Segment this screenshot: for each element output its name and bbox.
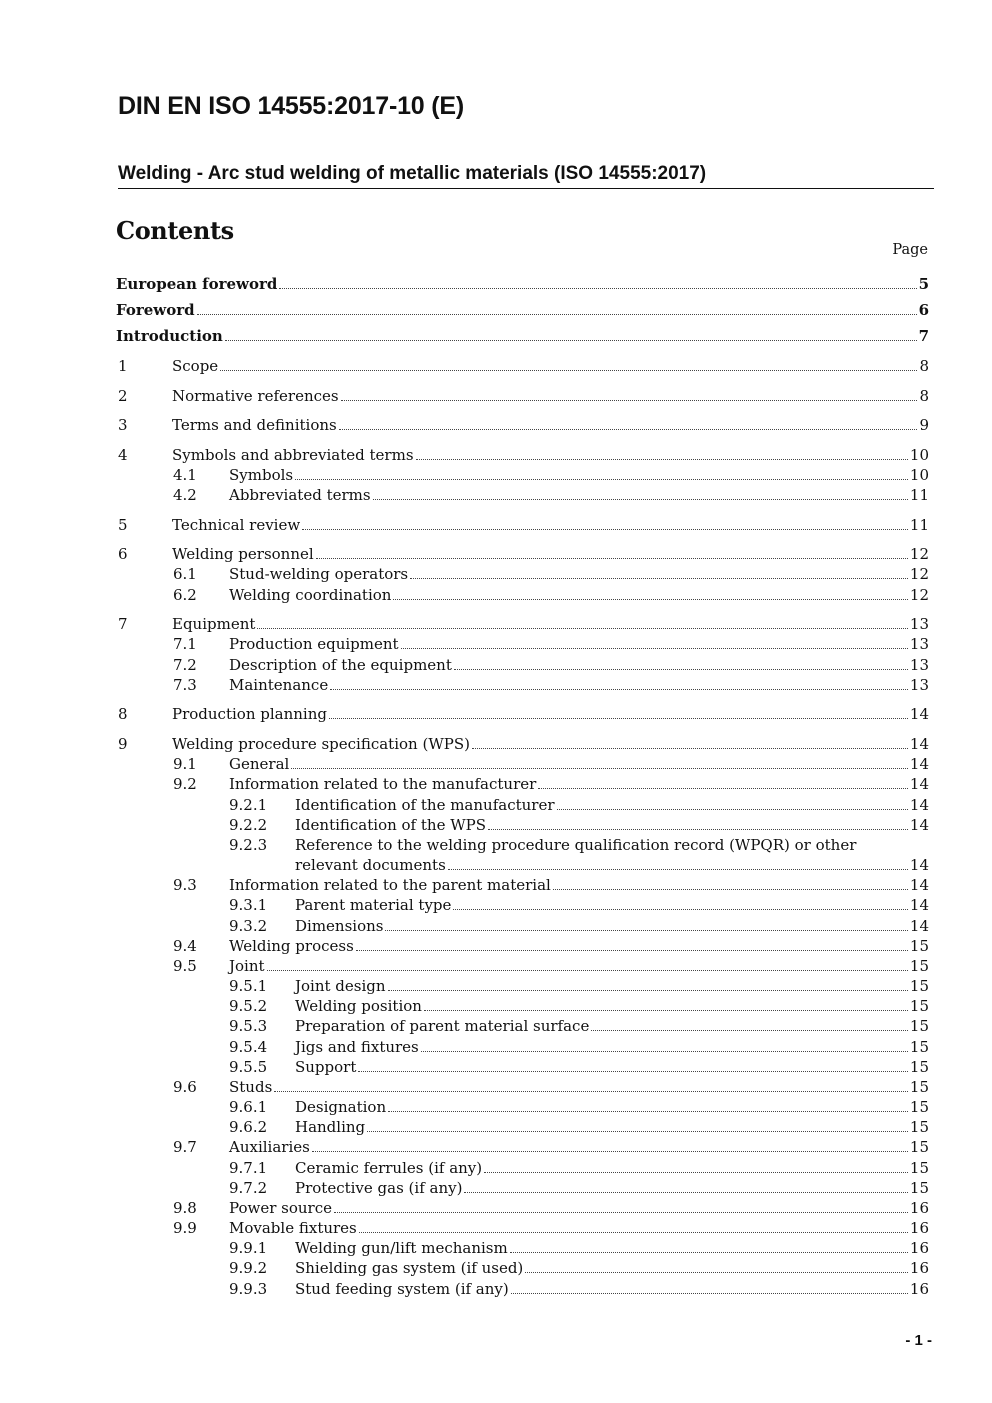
toc-entry[interactable]: [0, 274, 992, 294]
toc-dot-leader: [385, 930, 907, 931]
toc-entry-number: 9.3: [173, 876, 197, 894]
toc-entry-title: Shielding gas system (if used): [295, 1259, 524, 1277]
toc-entry[interactable]: [0, 1077, 992, 1097]
toc-dot-leader: [591, 1030, 908, 1031]
toc-entry-number: 6.1: [173, 565, 197, 583]
toc-dot-leader: [356, 950, 908, 951]
toc-entry[interactable]: [0, 895, 992, 915]
toc-entry[interactable]: [0, 614, 992, 634]
toc-entry-number: 9.3.2: [229, 917, 268, 935]
toc-entry-number: 9.3.1: [229, 896, 268, 914]
toc-dot-leader: [197, 314, 917, 315]
toc-entry-number: 9.7.2: [229, 1179, 268, 1197]
toc-entry-number: 9.7: [173, 1138, 197, 1156]
toc-entry-title: Power source: [229, 1199, 333, 1217]
toc-dot-leader: [367, 1131, 908, 1132]
toc-entry-page: 10: [909, 446, 929, 464]
toc-dot-leader: [330, 689, 908, 690]
toc-entry-page: 14: [909, 755, 929, 773]
toc-dot-leader: [279, 288, 916, 289]
toc-entry-page: 13: [909, 676, 929, 694]
toc-entry-title: Symbols and abbreviated terms: [172, 446, 414, 464]
toc-entry[interactable]: [0, 386, 992, 406]
toc-entry[interactable]: [0, 356, 992, 376]
toc-entry-title: Designation: [295, 1098, 387, 1116]
toc-entry-number: 6.2: [173, 586, 197, 604]
toc-entry[interactable]: [0, 655, 992, 675]
toc-entry-page: 15: [909, 1017, 929, 1035]
toc-entry-title: Ceramic ferrules (if any): [295, 1159, 483, 1177]
toc-entry-title: Joint design: [295, 977, 386, 995]
toc-entry-page: 15: [909, 937, 929, 955]
toc-entry[interactable]: [0, 936, 992, 956]
toc-entry-number: 2: [118, 387, 128, 405]
toc-entry[interactable]: [0, 835, 992, 855]
toc-entry-page: 13: [909, 615, 929, 633]
toc-entry-number: 3: [118, 416, 128, 434]
toc-dot-leader: [484, 1172, 908, 1173]
toc-entry-page: 10: [909, 466, 929, 484]
toc-entry-page: 15: [909, 957, 929, 975]
toc-dot-leader: [274, 1091, 908, 1092]
toc-entry-number: 9.2.2: [229, 816, 268, 834]
toc-entry-number: 9.2.3: [229, 836, 268, 854]
toc-entry-title: Introduction: [116, 327, 223, 345]
toc-entry[interactable]: [0, 1258, 992, 1278]
toc-entry-number: 9.7.1: [229, 1159, 268, 1177]
toc-entry-title: Welding gun/lift mechanism: [295, 1239, 508, 1257]
toc-entry-title: Protective gas (if any): [295, 1179, 463, 1197]
toc-entry-page: 12: [909, 586, 929, 604]
toc-entry[interactable]: [0, 1238, 992, 1258]
toc-dot-leader: [291, 768, 908, 769]
toc-entry-number: 9.6: [173, 1078, 197, 1096]
toc-entry-number: 4.2: [173, 486, 197, 504]
toc-entry[interactable]: [0, 956, 992, 976]
toc-entry-title: Scope: [172, 357, 219, 375]
toc-entry-title: Symbols: [229, 466, 294, 484]
toc-entry-number: 9.1: [173, 755, 197, 773]
toc-entry-page: 14: [909, 796, 929, 814]
toc-entry-page: 14: [909, 896, 929, 914]
toc-entry-page: 15: [909, 1078, 929, 1096]
toc-entry[interactable]: [0, 1097, 992, 1117]
toc-entry-page: 15: [909, 1118, 929, 1136]
toc-entry-page: 14: [909, 856, 929, 874]
toc-entry-page: 12: [909, 545, 929, 563]
toc-entry[interactable]: [0, 634, 992, 654]
toc-entry-page: 11: [909, 516, 929, 534]
toc-entry[interactable]: [0, 1178, 992, 1198]
toc-entry-title: Movable fixtures: [229, 1219, 357, 1237]
toc-dot-leader: [553, 889, 908, 890]
toc-entry-number: 9.9: [173, 1219, 197, 1237]
toc-entry-page: 13: [909, 656, 929, 674]
toc-entry-number: 9.9.1: [229, 1239, 268, 1257]
toc-entry-page: 15: [909, 1058, 929, 1076]
toc-entry-title: Maintenance: [229, 676, 329, 694]
toc-dot-leader: [339, 429, 918, 430]
toc-dot-leader: [488, 829, 908, 830]
toc-entry-number: 9.5.1: [229, 977, 268, 995]
toc-entry-number: 9.5: [173, 957, 197, 975]
toc-entry-number: 8: [118, 705, 128, 723]
toc-entry-page: 12: [909, 565, 929, 583]
toc-dot-leader: [373, 499, 908, 500]
toc-entry-page: 8: [919, 387, 929, 405]
toc-dot-leader: [220, 370, 917, 371]
toc-entry[interactable]: [0, 875, 992, 895]
standard-identifier: DIN EN ISO 14555:2017-10 (E): [118, 92, 464, 120]
toc-entry-page: 15: [909, 1038, 929, 1056]
toc-entry[interactable]: [0, 734, 992, 754]
toc-entry[interactable]: [0, 1037, 992, 1057]
toc-dot-leader: [538, 788, 908, 789]
toc-entry-number: 9.2.1: [229, 796, 268, 814]
toc-entry-page: 15: [909, 1179, 929, 1197]
toc-entry[interactable]: [0, 300, 992, 320]
toc-dot-leader: [448, 869, 908, 870]
toc-entry-number: 9.6.2: [229, 1118, 268, 1136]
toc-entry[interactable]: [0, 1117, 992, 1137]
toc-dot-leader: [267, 970, 908, 971]
toc-entry[interactable]: [0, 1016, 992, 1036]
toc-entry-title: Information related to the parent material: [229, 876, 551, 894]
toc-entry-continuation[interactable]: [0, 855, 992, 875]
toc-entry-page: 5: [918, 275, 929, 293]
toc-entry-number: 5: [118, 516, 128, 534]
toc-entry[interactable]: [0, 815, 992, 835]
toc-entry[interactable]: [0, 916, 992, 936]
toc-entry[interactable]: [0, 1198, 992, 1218]
toc-entry-page: 15: [909, 977, 929, 995]
toc-dot-leader: [410, 578, 908, 579]
toc-dot-leader: [388, 990, 908, 991]
document-subtitle: Welding - Arc stud welding of metallic materials (ISO 14555:2017): [118, 163, 934, 189]
toc-entry-title: Auxiliaries: [229, 1138, 310, 1156]
toc-entry-title: Welding procedure specification (WPS): [172, 735, 470, 753]
toc-entry-title: Preparation of parent material surface: [295, 1017, 590, 1035]
toc-entry-title: Terms and definitions: [172, 416, 337, 434]
toc-dot-leader: [393, 599, 907, 600]
toc-entry-number: 9.4: [173, 937, 197, 955]
toc-entry-title: Welding personnel: [172, 545, 314, 563]
toc-dot-leader: [341, 400, 918, 401]
toc-dot-leader: [424, 1010, 908, 1011]
toc-entry-title: Dimensions: [295, 917, 384, 935]
toc-dot-leader: [295, 479, 908, 480]
toc-dot-leader: [416, 459, 908, 460]
toc-entry[interactable]: [0, 415, 992, 435]
toc-entry-page: 14: [909, 816, 929, 834]
toc-dot-leader: [453, 909, 908, 910]
toc-entry-title: Support: [295, 1058, 357, 1076]
toc-entry-page: 15: [909, 997, 929, 1015]
toc-entry-number: 4.1: [173, 466, 197, 484]
toc-dot-leader: [421, 1051, 908, 1052]
toc-entry-number: 4: [118, 446, 128, 464]
toc-entry-page: 7: [918, 327, 929, 345]
toc-dot-leader: [302, 529, 908, 530]
toc-entry[interactable]: [0, 1218, 992, 1238]
toc-dot-leader: [316, 558, 908, 559]
toc-dot-leader: [464, 1192, 907, 1193]
toc-entry-title: Parent material type: [295, 896, 452, 914]
toc-entry-number: 9.5.3: [229, 1017, 268, 1035]
toc-entry[interactable]: [0, 704, 992, 724]
toc-entry-number: 6: [118, 545, 128, 563]
toc-dot-leader: [388, 1111, 908, 1112]
toc-entry-title: European foreword: [116, 275, 278, 293]
toc-entry-title: Technical review: [172, 516, 301, 534]
toc-entry[interactable]: [0, 1057, 992, 1077]
toc-entry-title: Stud-welding operators: [229, 565, 409, 583]
toc-dot-leader: [454, 669, 908, 670]
toc-entry-page: 11: [909, 486, 929, 504]
toc-entry[interactable]: [0, 1137, 992, 1157]
toc-entry-title: General: [229, 755, 290, 773]
toc-dot-leader: [257, 628, 908, 629]
toc-entry-title: Abbreviated terms: [229, 486, 371, 504]
toc-entry-page: 6: [918, 301, 929, 319]
toc-entry-title-continuation: relevant documents: [295, 856, 446, 874]
toc-entry-number: 1: [118, 357, 128, 375]
toc-entry[interactable]: [0, 1158, 992, 1178]
toc-entry-title: Welding position: [295, 997, 422, 1015]
toc-entry-page: 8: [919, 357, 929, 375]
toc-entry-title: Stud feeding system (if any): [295, 1280, 509, 1298]
toc-entry-title: Handling: [295, 1118, 366, 1136]
toc-dot-leader: [358, 1071, 908, 1072]
toc-entry-page: 16: [909, 1219, 929, 1237]
page-column-label: Page: [892, 242, 928, 258]
toc-entry-number: 9: [118, 735, 128, 753]
toc-entry[interactable]: [0, 585, 992, 605]
toc-entry[interactable]: [0, 996, 992, 1016]
toc-entry[interactable]: [0, 564, 992, 584]
toc-entry[interactable]: [0, 445, 992, 465]
toc-dot-leader: [511, 1293, 908, 1294]
toc-entry-title: Description of the equipment: [229, 656, 452, 674]
toc-dot-leader: [401, 648, 908, 649]
toc-entry-title: Joint: [229, 957, 265, 975]
toc-entry-title: Foreword: [116, 301, 195, 319]
toc-entry[interactable]: [0, 1279, 992, 1299]
toc-entry-page: 15: [909, 1138, 929, 1156]
toc-dot-leader: [334, 1212, 908, 1213]
toc-entry[interactable]: [0, 485, 992, 505]
toc-entry-page: 14: [909, 775, 929, 793]
toc-entry-title: Reference to the welding procedure qualification record (WPQR) or other: [295, 836, 857, 854]
toc-entry-title: Welding coordination: [229, 586, 392, 604]
toc-entry-title: Welding process: [229, 937, 354, 955]
toc-entry-title: Production planning: [172, 705, 327, 723]
contents-heading: Contents: [116, 216, 234, 245]
toc-entry-number: 9.9.3: [229, 1280, 268, 1298]
toc-entry-title: Identification of the WPS: [295, 816, 486, 834]
toc-entry-number: 9.5.4: [229, 1038, 268, 1056]
toc-entry[interactable]: [0, 544, 992, 564]
toc-entry-title: Studs: [229, 1078, 273, 1096]
toc-entry-number: 7: [118, 615, 128, 633]
toc-entry[interactable]: [0, 774, 992, 794]
toc-entry-title: Information related to the manufacturer: [229, 775, 537, 793]
toc-entry-page: 9: [919, 416, 929, 434]
toc-entry-number: 9.2: [173, 775, 197, 793]
toc-entry-page: 16: [909, 1259, 929, 1277]
toc-entry-page: 16: [909, 1199, 929, 1217]
toc-entry-title: Jigs and fixtures: [295, 1038, 419, 1056]
toc-entry-page: 16: [909, 1239, 929, 1257]
toc-entry-number: 7.1: [173, 635, 197, 653]
toc-entry-page: 14: [909, 917, 929, 935]
toc-entry-page: 14: [909, 876, 929, 894]
toc-entry-number: 7.3: [173, 676, 197, 694]
toc-entry-page: 13: [909, 635, 929, 653]
toc-dot-leader: [472, 748, 908, 749]
toc-dot-leader: [557, 809, 908, 810]
toc-entry-title: Production equipment: [229, 635, 399, 653]
toc-entry-title: Identification of the manufacturer: [295, 796, 555, 814]
toc-dot-leader: [312, 1151, 908, 1152]
toc-entry-page: 15: [909, 1159, 929, 1177]
toc-entry-page: 14: [909, 735, 929, 753]
toc-entry[interactable]: [0, 515, 992, 535]
toc-entry[interactable]: [0, 754, 992, 774]
toc-entry-number: 9.8: [173, 1199, 197, 1217]
toc-dot-leader: [225, 340, 917, 341]
toc-entry-page: 16: [909, 1280, 929, 1298]
toc-entry[interactable]: [0, 795, 992, 815]
toc-entry[interactable]: [0, 675, 992, 695]
toc-entry-title: Equipment: [172, 615, 256, 633]
toc-dot-leader: [510, 1252, 908, 1253]
toc-dot-leader: [359, 1232, 908, 1233]
toc-dot-leader: [525, 1272, 908, 1273]
toc-dot-leader: [329, 718, 908, 719]
toc-entry-title: Normative references: [172, 387, 339, 405]
toc-entry-page: 14: [909, 705, 929, 723]
toc-entry[interactable]: [0, 326, 992, 346]
toc-entry[interactable]: [0, 465, 992, 485]
toc-entry-number: 9.5.5: [229, 1058, 268, 1076]
toc-entry-number: 9.5.2: [229, 997, 268, 1015]
toc-entry-page: 15: [909, 1098, 929, 1116]
toc-entry-number: 7.2: [173, 656, 197, 674]
toc-entry[interactable]: [0, 976, 992, 996]
toc-entry-number: 9.9.2: [229, 1259, 268, 1277]
footer-page-number: - 1 -: [905, 1332, 932, 1349]
toc-entry-number: 9.6.1: [229, 1098, 268, 1116]
